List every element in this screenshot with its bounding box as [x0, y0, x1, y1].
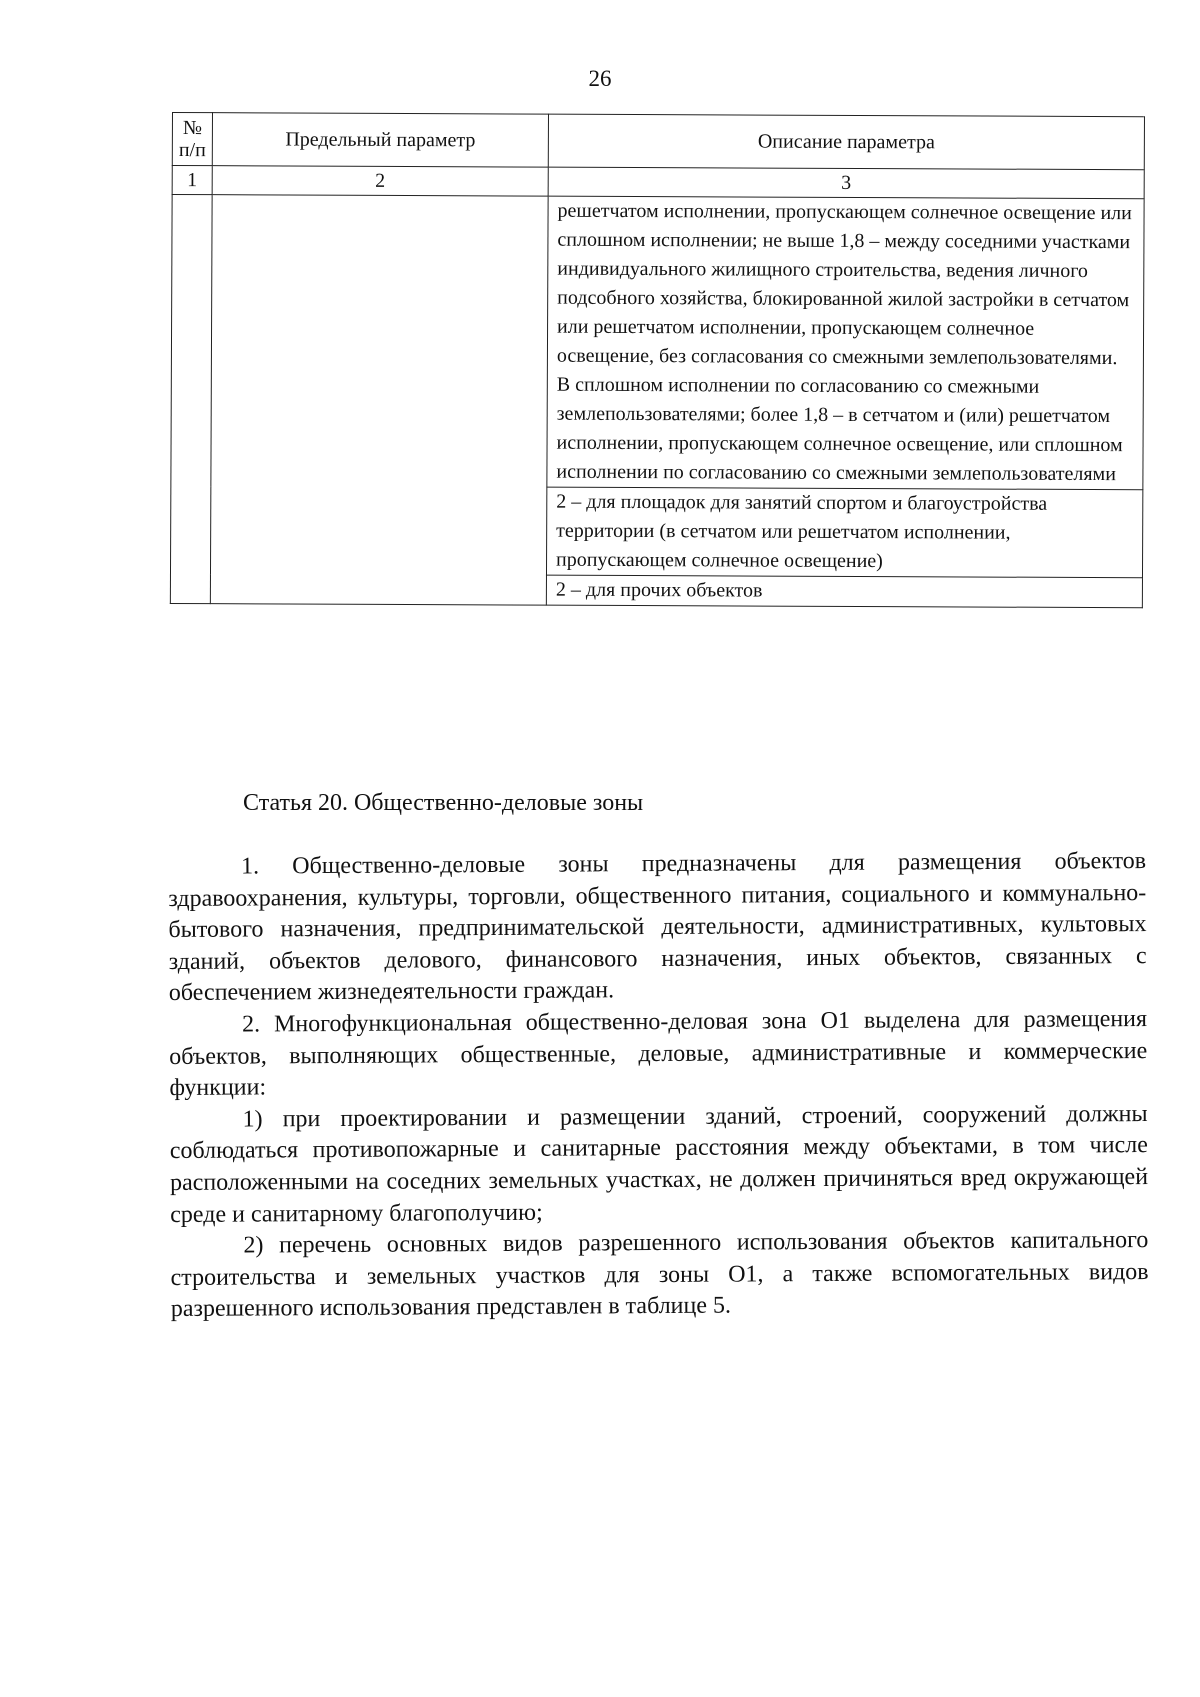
table-cell-description: решетчатом исполнении, пропускающем солнечное освещение или сплошном исполнении; не выше 1,8 – между соседними участками индивидуального жилищного строительства, ведения личного подсобного хозяйства, блокированной жилой застройки в сетчатом или решетчатом исполнении, пропускающем солнечное освещение, без согласования со смежными землепользователями. В сплошном исполнении по согласованию со смежными землепользователями; более 1,8 – в сетчатом и (или) решетчатом исполнении, пропускающем солнечное освещение, или сплошном исполнении по согласованию со смежными землепользователями: [547, 196, 1144, 490]
header-number: № п/п: [172, 113, 212, 166]
article-heading: Статья 20. Общественно-деловые зоны: [243, 790, 644, 816]
table-cell-description: 2 – для прочих объектов: [546, 575, 1142, 608]
parameters-table: [170, 112, 1145, 608]
header-parameter: Предельный параметр: [212, 113, 548, 167]
table-cell-number: [170, 195, 212, 604]
table-row: [171, 195, 1144, 490]
article-paragraph: 1) при проектировании и размещении зданий, строений, сооружений должны соблюдаться противопожарные и санитарные расстояния между объектами, в том числе расположенными на соседних земельных участках, не должен причиняться вред окружающей среде и санитарному благополучию;: [169, 1100, 1149, 1228]
article-paragraph: 2) перечень основных видов разрешенного использования объектов капитального строительства и земельных участков для зоны О1, а также вспомогательных видов разрешенного использования представлен в таблице 5.: [170, 1227, 1149, 1323]
header-description: Описание параметра: [548, 114, 1144, 170]
column-number-1: 1: [172, 166, 212, 195]
table-cell-parameter: [210, 195, 548, 605]
article-paragraph: 1. Общественно-деловые зоны предназначены для размещения объектов здравоохранения, культуры, торговли, общественного питания, социального и коммунально-бытового назначения, предпринимательской деятельности, административных, культовых зданий, объектов делового, финансового назначения, иных объектов, связанных с обеспечением жизнедеятельности граждан.: [168, 848, 1147, 1007]
page-number: 26: [588, 66, 612, 91]
table-column-numbers-row: [172, 166, 1144, 199]
table-cell-description: 2 – для площадок для занятий спортом и благоустройства территории (в сетчатом или решетчатом исполнении, пропускающем солнечное освещение): [546, 487, 1142, 578]
table-header-row: [172, 113, 1144, 170]
article-body: [168, 846, 1149, 1326]
article-paragraph: 2. Многофункциональная общественно-деловая зона О1 выделена для размещения объектов, выполняющих общественные, деловые, административные и коммерческие функции:: [169, 1005, 1148, 1102]
column-number-2: 2: [212, 166, 548, 196]
column-number-3: 3: [548, 167, 1144, 199]
